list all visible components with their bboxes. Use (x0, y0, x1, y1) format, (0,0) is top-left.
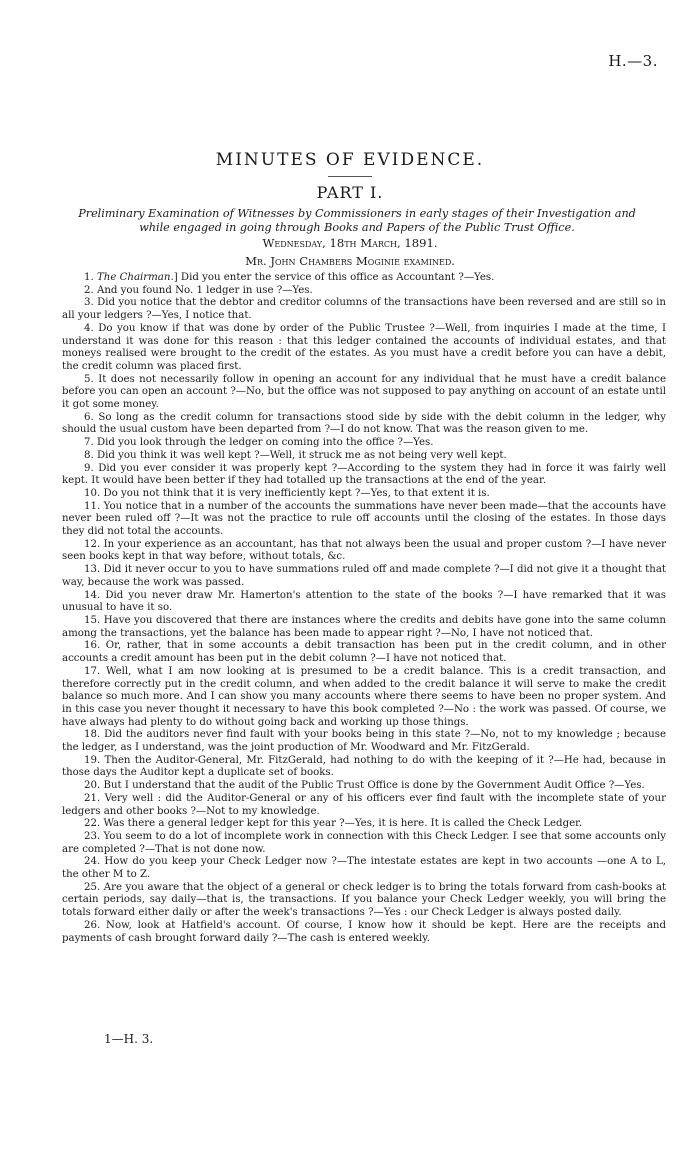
question-text: Are you aware that the object of a general or check ledger is to bring the totals forward from cash-books at certain periods, say daily—that is, the transactions. If you balance your Check Ledger weekly, you will bring the totals forward either daily or after the week's transactions ?—Yes : our Check Ledger is always posted daily. (62, 881, 666, 919)
question-text: In your experience as an accountant, has that not always been the usual and proper custom ?—I have never seen books kept in that way before, without totals, &c. (62, 538, 666, 563)
evidence-body (62, 272, 666, 945)
question-paragraph (62, 640, 666, 665)
question-number: 7. (84, 437, 97, 449)
question-number: 4. (84, 322, 99, 334)
footer-signature: 1—H. 3. (104, 1032, 154, 1046)
question-text: Did you notice that the debtor and creditor columns of the transactions have been reversed and are still so in all your ledgers ?—Yes, I notice that. (62, 297, 666, 322)
question-number: 26. (84, 919, 107, 931)
question-paragraph (62, 590, 666, 615)
question-number: 5. (84, 373, 99, 385)
question-number: 23. (84, 830, 104, 842)
question-number: 19. (84, 754, 105, 766)
question-text: You seem to do a lot of incomplete work in connection with this Check Ledger. I see that some accounts only are completed ?—That is not done now. (62, 830, 666, 855)
question-number: 10. (84, 487, 104, 499)
question-text: You notice that in a number of the accounts the summations have never been made—that the accounts have never been ruled off ?—It was not the practice to rule off accounts until the closing of the estates. In those days they did not total the accounts. (62, 500, 666, 538)
question-text: Did you look through the ledger on coming into the office ?—Yes. (96, 437, 434, 449)
question-text: So long as the credit column for transactions stood side by side with the debit column in the ledger, why should the usual custom have been departed from ?—I do not know. That was the reason given to me. (62, 411, 666, 436)
question-number: 17. (84, 665, 106, 677)
question-number: 11. (84, 500, 104, 512)
question-text: Did you think it was well kept ?—Well, it struck me as not being very well kept. (96, 449, 507, 461)
question-number: 1. (84, 272, 97, 283)
question-number: 18. (84, 729, 105, 741)
question-paragraph (62, 755, 666, 780)
question-text: Was there a general ledger kept for this year ?—Yes, it is here. It is called the Check Ledger. (103, 818, 583, 830)
question-number: 24. (84, 856, 105, 868)
question-paragraph (62, 831, 666, 856)
part-heading: PART I. (316, 183, 384, 202)
subtitle: Preliminary Examination of Witnesses by Commissioners in early stages of their Investigation and while engaged in going through Books and Papers of the Public Trust Office. (78, 207, 636, 234)
question-text: Or, rather, that in some accounts a debit transaction has been put in the credit column, and in other accounts a credit amount has been put in the debit column ?—I have not noticed that. (62, 640, 666, 665)
question-number: 16. (84, 640, 106, 652)
question-text: Do you not think that it is very inefficiently kept ?—Yes, to that extent it is. (103, 487, 490, 499)
question-paragraph (62, 793, 666, 818)
question-text: Did you ever consider it was properly kept ?—According to the system they had in force it was fairly well kept. It would have been better if they had totalled up the transactions at the end of the year. (62, 462, 666, 487)
question-paragraph (62, 856, 666, 881)
question-paragraph (62, 729, 666, 754)
question-text: And you found No. 1 ledger in use ?—Yes. (96, 284, 313, 296)
witness-line: Mr. John Chambers Moginie examined. (245, 254, 455, 268)
question-paragraph (62, 463, 666, 488)
question-text: Very well : did the Auditor-General or any of his officers ever find fault with the incomplete state of your ledgers and other books ?—Not to my knowledge. (62, 792, 666, 817)
question-text: Then the Auditor-General, Mr. FitzGerald, had nothing to do with the keeping of it ?—He had, because in those days the Auditor kept a duplicate set of books. (62, 754, 666, 779)
question-paragraph (62, 818, 666, 831)
title-rule (328, 176, 372, 177)
question-number: 20. (84, 780, 104, 792)
question-paragraph (62, 285, 666, 298)
question-paragraph (62, 450, 666, 463)
question-text: Did you never draw Mr. Hamerton's attention to the state of the books ?—I have remarked that it was unusual to have it so. (62, 589, 666, 614)
question-text: But I understand that the audit of the Public Trust Office is done by the Government Audit Office ?—Yes. (103, 780, 645, 792)
question-text: ] Did you enter the service of this office as Accountant ?—Yes. (173, 272, 495, 283)
question-paragraph (62, 412, 666, 437)
question-number: 25. (84, 881, 104, 893)
speaker-name: The Chairman. (96, 272, 174, 283)
question-paragraph (62, 501, 666, 539)
question-paragraph (62, 780, 666, 793)
question-paragraph (62, 615, 666, 640)
date-line: Wednesday, 18th March, 1891. (262, 236, 438, 250)
question-paragraph (62, 374, 666, 412)
question-paragraph (62, 272, 666, 285)
question-number: 15. (84, 614, 104, 626)
question-number: 9. (84, 462, 99, 474)
question-paragraph (62, 437, 666, 450)
question-number: 6. (84, 411, 99, 423)
question-paragraph (62, 539, 666, 564)
question-paragraph (62, 920, 666, 945)
page-code: H.—3. (608, 52, 658, 70)
question-text: Do you know if that was done by order of the Public Trustee ?—Well, from inquiries I made at the time, I understand it was done for this reason : that this ledger contained the accounts of individual estates, and that moneys realised were brought to the credit of the estates. As you must have a credit before you can have a debit, the credit column was placed first. (62, 322, 666, 372)
question-number: 13. (84, 564, 104, 576)
question-number: 14. (84, 589, 106, 601)
question-paragraph (62, 564, 666, 589)
question-paragraph (62, 666, 666, 730)
question-number: 2. (84, 284, 97, 296)
question-number: 3. (84, 297, 98, 309)
question-text: Did it never occur to you to have summations ruled off and made complete ?—I did not give it a thought that way, because the work was passed. (62, 564, 667, 588)
question-text: How do you keep your Check Ledger now ?—The intestate estates are kept in two accounts —one A to L, the other M to Z. (62, 856, 666, 881)
question-paragraph (62, 297, 666, 322)
question-number: 21. (84, 792, 105, 804)
page-title: MINUTES OF EVIDENCE. (215, 150, 485, 170)
question-paragraph (62, 488, 666, 501)
question-text: Well, what I am now looking at is presumed to be a credit balance. This is a credit transaction, and therefore correctly put in the credit column, and when added to the credit balance it will serve to make the credit balance so much more. And I can show you many accounts where there seems to have been no proper system. And in this case you never thought it necessary to have this book completed ?—No : the work was passed. Of course, we have always had plenty to do without going back and working up those things. (62, 665, 666, 728)
question-text: It does not necessarily follow in opening an account for any individual that he must have a credit balance before you can open an account ?—No, but the office was not supposed to pay anything on account of an estate until it got some money. (62, 373, 667, 411)
question-paragraph (62, 882, 666, 920)
question-number: 22. (84, 818, 104, 830)
question-number: 8. (84, 449, 97, 461)
question-text: Did the auditors never find fault with your books being in this state ?—No, not to my knowledge ; because the ledger, as I understand, was the joint production of Mr. Woodward and Mr. FitzGerald. (62, 729, 666, 754)
question-text: Have you discovered that there are instances where the credits and debits have gone into the same column among the transactions, yet the balance has been made to appear right ?—No, I have not noticed that. (62, 614, 666, 639)
question-number: 12. (84, 538, 104, 550)
question-text: Now, look at Hatfield's account. Of course, I know how it should be kept. Here are the receipts and payments of cash brought forward daily ?—The cash is entered weekly. (62, 919, 666, 944)
question-paragraph (62, 323, 666, 374)
